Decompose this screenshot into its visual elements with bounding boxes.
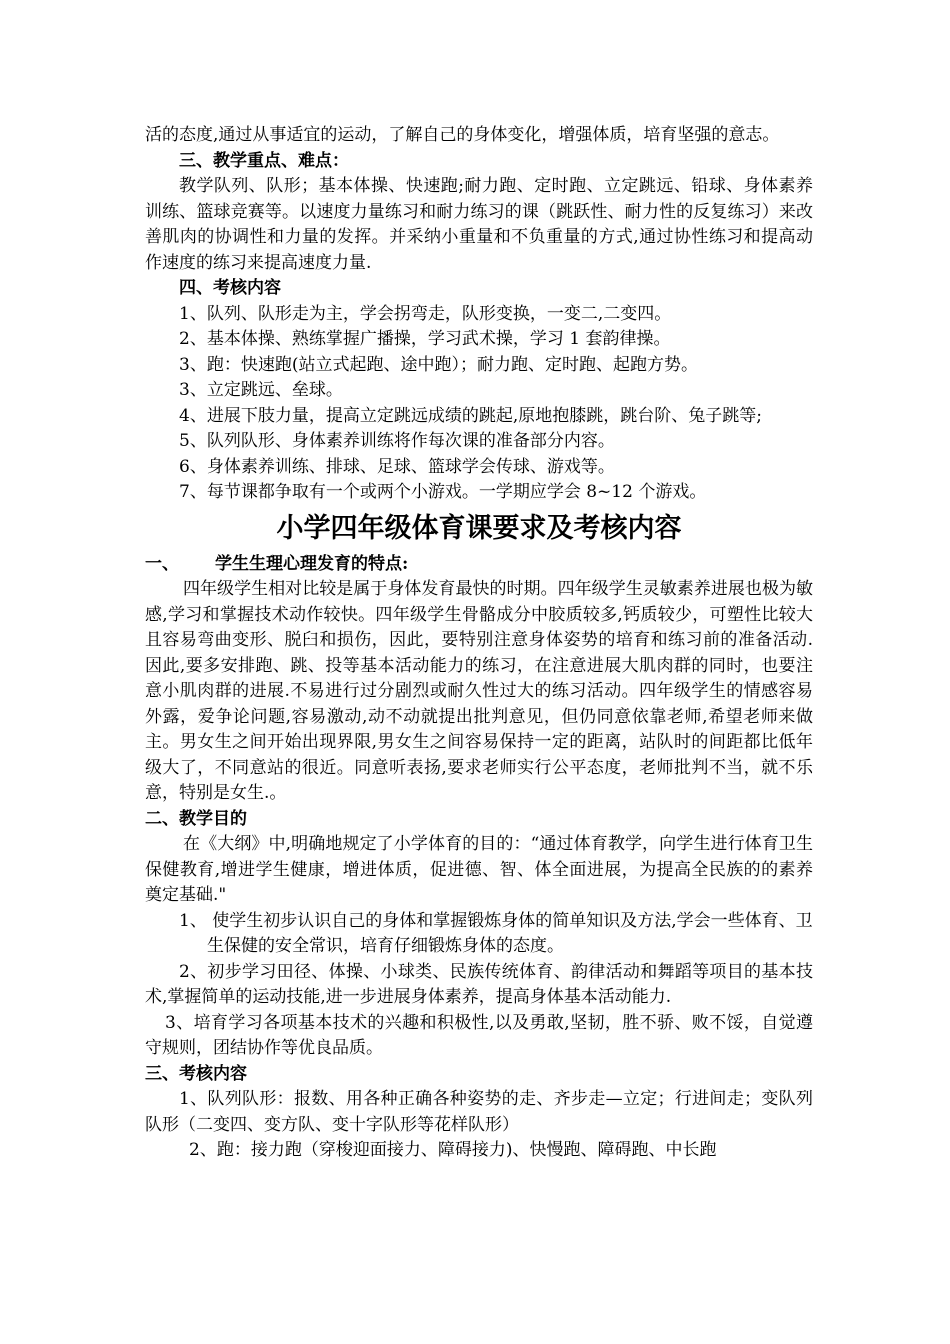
- goal-item-3: 3、培育学习各项基本技术的兴趣和积极性,以及勇敢,坚韧，胜不骄、败不馁，自觉遵守规则，团结协作等优良品质。: [145, 1012, 813, 1058]
- paragraph-student-traits: 四年级学生相对比较是属于身体发育最快的时期。四年级学生灵敏素养进展也极为敏感,学习和掌握技术动作较快。四年级学生骨骼成分中胶质较多,钙质较少，可塑性比较大且容易弯曲变形、脱臼和损伤，因此，要特别注意身体姿势的培育和练习前的准备活动.因此,要多安排跑、跳、投等基本活动能力的练习，在注意进展大肌肉群的同时，也要注意小肌肉群的进展.不易进行过分剧烈或耐久性过大的练习活动。四年级学生的情感容易外露，爱争论问题,容易激动,动不动就提出批判意见，但仍同意依靠老师,希望老师来做主。男女生之间开始出现界限,男女生之间容易保持一定的距离，站队时的间距都比低年级大了，不同意站的很近。同意听表扬,要求老师实行公平态度，老师批判不当，就不乐意，特别是女生.。: [145, 579, 813, 803]
- section-heading-text: 学生生理心理发育的特点:: [215, 553, 409, 574]
- goal-item-1: 1、 使学生初步认识自己的身体和掌握锻炼身体的简单知识及方法,学会一些体育、卫生保健的安全常识，培育仔细锻炼身体的态度。: [179, 910, 813, 956]
- assessment-item-1: 1、队列队形：报数、用各种正确各种姿势的走、齐步走—立定；行进间走；变队列队形（二变四、变方队、变十字队形等花样队形）: [145, 1089, 813, 1135]
- list-item: 7、每节课都争取有一个或两个小游戏。一学期应学会 8~12 个游戏。: [179, 482, 707, 502]
- goal-item-2: 2、初步学习田径、体操、小球类、民族传统体育、韵律活动和舞蹈等项目的基本技术,掌握简单的运动技能,进一步进展身体素养，提高身体基本活动能力.: [145, 961, 813, 1007]
- list-item: 3、跑：快速跑(站立式起跑、途中跑）；耐力跑、定时跑、起跑方势。: [179, 354, 698, 375]
- list-item: 4、进展下肢力量，提高立定跳远成绩的跳起,原地抱膝跳，跳台阶、兔子跳等;: [179, 405, 762, 426]
- upper-section: [145, 123, 813, 1164]
- list-item: 3、立定跳远、垒球。: [179, 380, 343, 400]
- heading-assessment: 四、考核内容: [179, 278, 281, 298]
- assessment-item-2: 2、跑：接力跑（穿梭迎面接力、障碍接力)、快慢跑、障碍跑、中长跑: [189, 1140, 717, 1160]
- heading-section-1: [145, 552, 813, 578]
- list-item: 1、队列、队形走为主，学会拐弯走，队形变换，一变二,二变四。: [179, 303, 672, 324]
- heading-teaching-goals: 二、教学目的: [145, 808, 247, 829]
- list-item: 2、基本体操、熟练掌握广播操，学习武术操，学习 1 套韵律操。: [179, 329, 671, 349]
- paragraph-key-points: 教学队列、队形；基本体操、快速跑;耐力跑、定时跑、立定跳远、铅球、身体素养训练、篮球竞赛等。以速度力量练习和耐力练习的课（跳跃性、耐力性的反复练习）来改善肌肉的协调性和力量的发挥。并采纳小重量和不负重量的方式,通过协性练习和提高动作速度的练习来提高速度力量.: [145, 176, 813, 273]
- list-item: 5、队列队形、身体素养训练将作每次课的准备部分内容。: [179, 431, 615, 451]
- section-number: 一、: [145, 553, 179, 574]
- heading-key-points: 三、教学重点、难点：: [179, 150, 349, 171]
- document-title: 小学四年级体育课要求及考核内容: [276, 512, 682, 544]
- list-item: 6、身体素养训练、排球、足球、篮球学会传球、游戏等。: [179, 456, 615, 477]
- heading-assessment-content: 三、考核内容: [145, 1063, 247, 1084]
- paragraph-continuation: 活的态度,通过从事适宜的运动，了解自己的身体变化，增强体质，培育坚强的意志。: [145, 125, 780, 145]
- paragraph-syllabus: 在《大纲》中,明确地规定了小学体育的目的：“通过体育教学，向学生进行体育卫生保健教育,增进学生健康，增进体质，促进德、智、体全面进展，为提高全民族的的素养奠定基础.": [145, 834, 813, 905]
